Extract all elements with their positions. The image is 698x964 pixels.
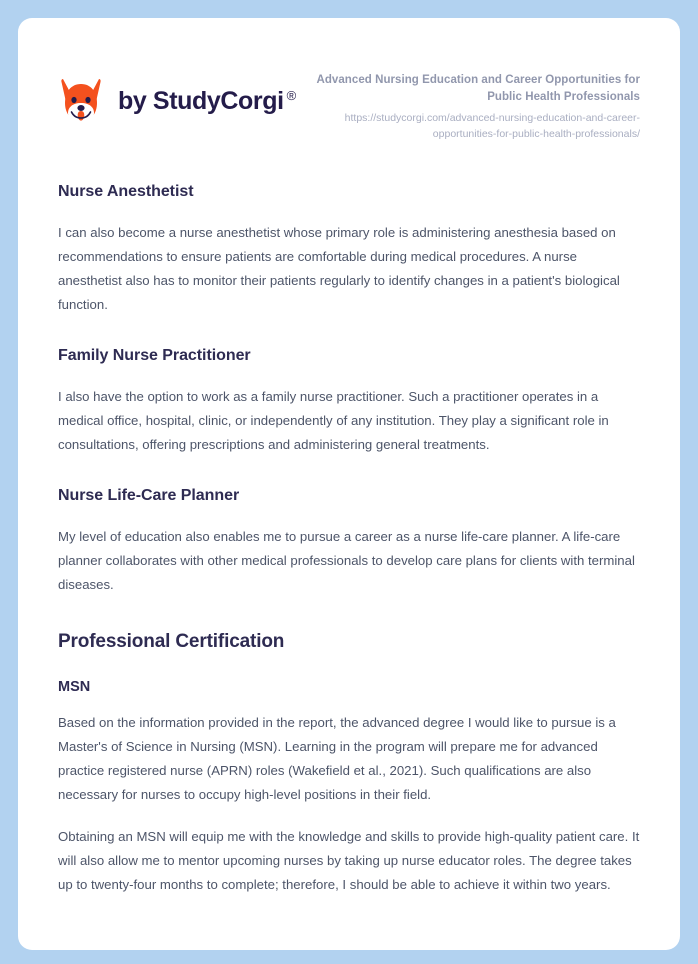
brand-logo-group[interactable] [58,70,296,126]
document-header [18,18,680,143]
section-heading: Nurse Anesthetist [58,182,194,200]
registered-trademark-icon: ® [286,87,296,103]
header-meta [300,70,640,143]
section-heading: Professional Certification [58,631,285,652]
section-heading: MSN [58,679,91,695]
body-paragraph: I can also become a nurse anesthetist whose primary role is administering anesthesia based on recommendations to ensure patients are comfortable during medical procedures. A nurse anesthetist also has to monitor their patients regularly to identify changes in a patient's biological function. [58,224,620,312]
section-heading: Family Nurse Practitioner [58,346,251,364]
document-body [18,183,680,897]
body-paragraph: My level of education also enables me to pursue a career as a nurse life-care planner. A life-care planner collaborates with other medical professionals to develop care plans for clients with terminal diseases. [58,528,635,592]
brand-wordmark-text: by StudyCorgi [118,86,284,115]
source-url[interactable]: https://studycorgi.com/advanced-nursing-education-and-career-opportunities-for-public-health-professionals/ [344,112,640,141]
body-paragraph: Based on the information provided in the report, the advanced degree I would like to pursue is a Master's of Science in Nursing (MSN). Learning in the program will prepare me for advanced practice registered nurse (APRN) roles (Wakefield et al., 2021). Such qualifications are also necessary for nurses to occupy high-level positions in their field. [58,715,616,803]
corgi-face-icon [58,76,104,126]
section-heading: Nurse Life-Care Planner [58,486,240,504]
document-card [18,18,680,950]
document-title: Advanced Nursing Education and Career Opportunities for Public Health Professionals [316,74,640,103]
brand-wordmark [118,87,296,116]
body-paragraph: Obtaining an MSN will equip me with the knowledge and skills to provide high-quality patient care. It will also allow me to mentor upcoming nurses by taking up nurse educator roles. The degree takes up to twenty-four months to complete; therefore, I should be able to achieve it within two years. [58,829,640,893]
body-paragraph: I also have the option to work as a family nurse practitioner. Such a practitioner operates in a medical office, hospital, clinic, or independently of any institution. They play a significant role in consultations, offering prescriptions and administering general treatments. [58,388,609,452]
